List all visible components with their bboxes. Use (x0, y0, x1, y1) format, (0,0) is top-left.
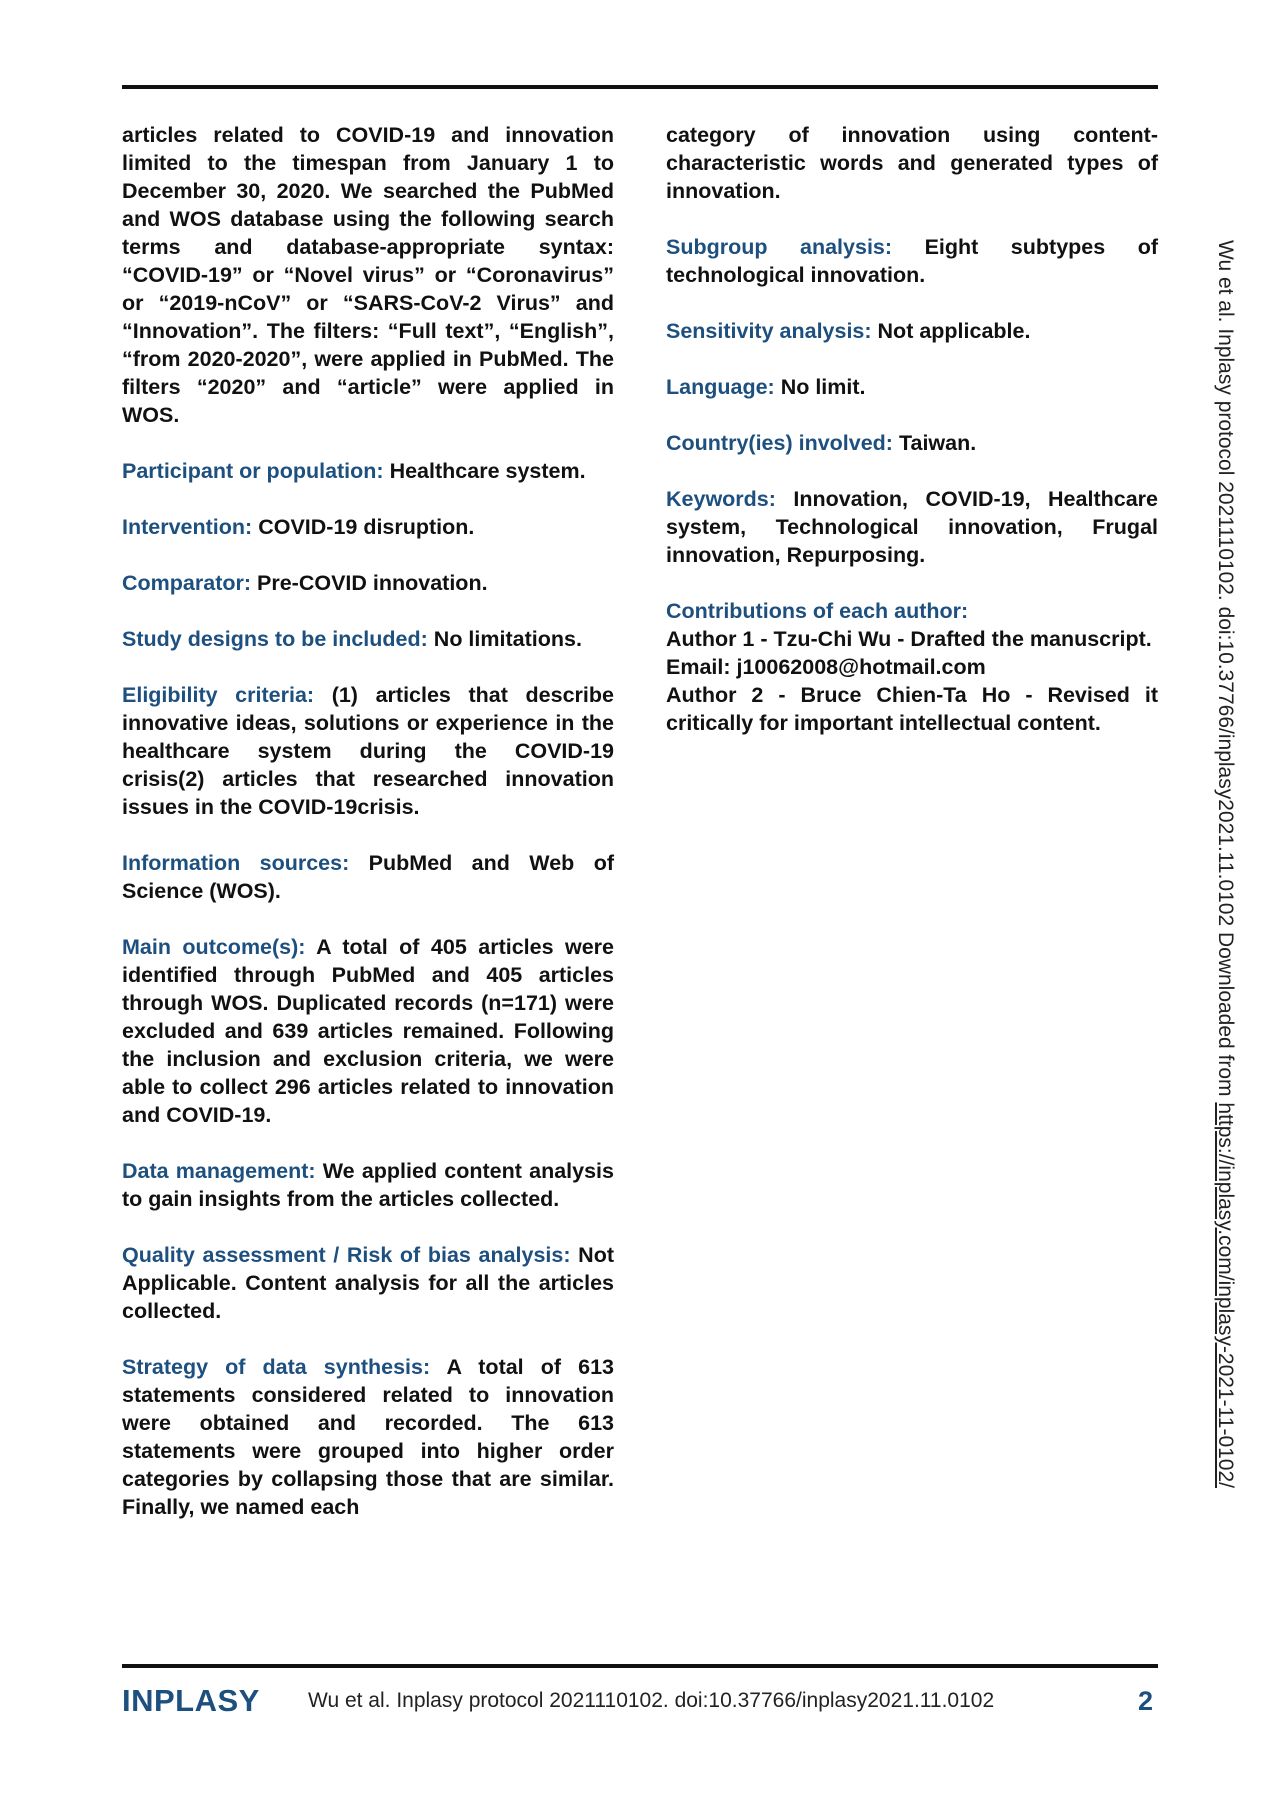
side-download-note (1213, 240, 1237, 1488)
left-column (122, 121, 614, 1521)
section-label: Participant or population: (122, 459, 384, 483)
paragraph-synthesis-continued (666, 121, 1158, 205)
section-text: PubMed and Web of Science (WOS). (122, 851, 614, 903)
section-label: Subgroup analysis: (666, 235, 893, 259)
section-text: A total of 405 articles were identified through PubMed and 405 articles through WOS. Duplicated records (n=171) were excluded and 639 articles remained. Following the inclusion and exclusion criteria, we were able to collect 296 articles related to innovation and COVID-19. (122, 935, 615, 1127)
contributions-label: Contributions of each author: (666, 599, 969, 623)
paragraph-intervention (122, 513, 614, 541)
section-label: Information sources: (122, 851, 350, 875)
section-label: Study designs to be included: (122, 627, 428, 651)
header-rule (122, 85, 1158, 89)
paragraph-study-designs (122, 625, 614, 653)
paragraph-data-management (122, 1157, 614, 1213)
paragraph-information-sources (122, 849, 614, 905)
section-label: Strategy of data synthesis: (122, 1355, 431, 1379)
section-text: Taiwan. (898, 431, 977, 455)
section-text: No limitations. (433, 627, 582, 651)
paragraph-participant (122, 457, 614, 485)
paragraph-data-synthesis (122, 1353, 614, 1521)
section-text: COVID-19 disruption. (258, 515, 475, 539)
section-label: Comparator: (122, 571, 252, 595)
section-label: Intervention: (122, 515, 253, 539)
section-text: Eight subtypes of technological innovation. (666, 235, 1158, 287)
section-text: (1) articles that describe innovative ideas, solutions or experience in the healthcare system during the COVID-19 crisis(2) articles that researched innovation issues in the COVID-19crisis. (122, 683, 614, 819)
paragraph-eligibility (122, 681, 614, 821)
contribution-email: Email: j10062008@hotmail.com (666, 655, 986, 679)
right-column (666, 121, 1158, 737)
paragraph-countries (666, 429, 1158, 457)
section-label: Language: (666, 375, 775, 399)
paragraph-sensitivity (666, 317, 1158, 345)
section-label: Sensitivity analysis: (666, 319, 872, 343)
section-text: No limit. (780, 375, 866, 399)
paragraph-subgroup (666, 233, 1158, 289)
inplasy-logo: INPLASY (122, 1683, 260, 1718)
section-text: articles related to COVID-19 and innovation limited to the timespan from January 1 to December 30, 2020. We searched the PubMed and WOS database using the following search terms and database-appropriate syntax: “COVID-19” or “Novel virus” or “Coronavirus” or “2019-nCoV” or “SARS-CoV-2 Virus” and “Innovation”. The filters: “Full text”, “English”, “from 2020-2020”, were applied in PubMed. The filters “2020” and “article” were applied in WOS. (122, 123, 614, 427)
section-text: Not Applicable. Content analysis for all the articles collected. (122, 1243, 614, 1323)
contribution-author-2: Author 2 - Bruce Chien-Ta Ho - Revised it critically for important intellectual content. (666, 683, 1158, 735)
section-text: Pre-COVID innovation. (257, 571, 488, 595)
section-text: Healthcare system. (389, 459, 586, 483)
paragraph-contributions (666, 597, 1158, 737)
section-label: Data management: (122, 1159, 316, 1183)
section-label: Eligibility criteria: (122, 683, 315, 707)
paragraph-quality-assessment (122, 1241, 614, 1325)
paragraph-comparator (122, 569, 614, 597)
paragraph-search-strategy (122, 121, 614, 429)
paragraph-main-outcomes (122, 933, 614, 1129)
paragraph-keywords (666, 485, 1158, 569)
section-label: Country(ies) involved: (666, 431, 893, 455)
paragraph-language (666, 373, 1158, 401)
section-text: A total of 613 statements considered related to innovation were obtained and recorded. The 613 statements were grouped into higher order categories by collapsing those that are similar. Finally, we named each (122, 1355, 614, 1519)
section-label: Keywords: (666, 487, 776, 511)
section-text: category of innovation using content-characteristic words and generated types of innovation. (666, 123, 1158, 203)
contribution-author-1: Author 1 - Tzu-Chi Wu - Drafted the manuscript. (666, 627, 1152, 651)
page-number: 2 (1138, 1686, 1154, 1716)
side-note-link[interactable]: https://inplasy.com/inplasy-2021-11-0102/ (1214, 1102, 1237, 1488)
section-text: Innovation, COVID-19, Healthcare system, Technological innovation, Frugal innovation, Repurposing. (666, 487, 1158, 567)
section-label: Quality assessment / Risk of bias analysis: (122, 1243, 571, 1267)
section-text: We applied content analysis to gain insights from the articles collected. (122, 1159, 614, 1211)
footer-citation: Wu et al. Inplasy protocol 2021110102. doi:10.37766/inplasy2021.11.0102 (308, 1689, 995, 1712)
section-text: Not applicable. (877, 319, 1031, 343)
side-note-text: Wu et al. Inplasy protocol 2021110102. doi:10.37766/inplasy2021.11.0102 Downloaded from (1214, 240, 1237, 1103)
section-label: Main outcome(s): (122, 935, 306, 959)
footer-rule (122, 1664, 1158, 1668)
